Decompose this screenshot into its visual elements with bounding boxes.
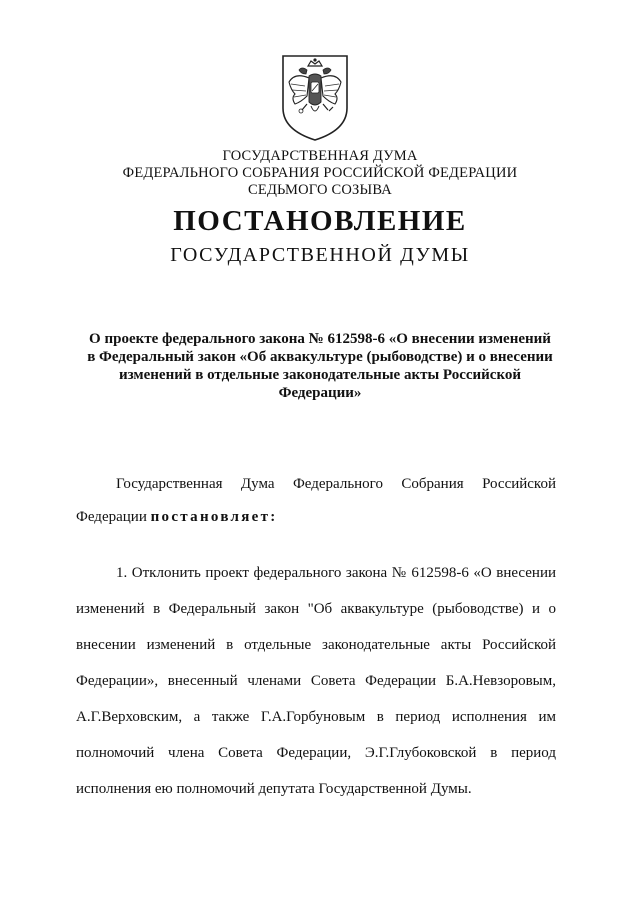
org-name-line-1: ГОСУДАРСТВЕННАЯ ДУМА <box>222 148 418 164</box>
subject-line: в Федеральный закон «Об аквакультуре (рыбоводстве) и о внесении <box>87 349 553 365</box>
item-line: А.Г.Верховским, а также Г.А.Горбуновым в период исполнения им <box>76 709 556 725</box>
subject-line: изменений в отдельные законодательные акты Российской <box>118 367 522 383</box>
document-issuer: ГОСУДАРСТВЕННОЙ ДУМЫ <box>170 244 470 266</box>
convocation-line: СЕДЬМОГО СОЗЫВА <box>248 182 392 198</box>
item-line: Федерации», внесенный членами Совета Федерации Б.А.Невзоровым, <box>76 673 556 689</box>
coat-of-arms-icon <box>277 52 353 142</box>
item-line: исполнения ею полномочий депутата Государственной Думы. <box>76 781 472 797</box>
preamble-line: Государственная Дума Федерального Собрания Российской <box>116 476 556 492</box>
item-line: полномочий члена Совета Федерации, Э.Г.Глубоковской в период <box>76 745 556 761</box>
resolution-verb: постановляет: <box>150 509 278 525</box>
document-subject <box>70 330 570 402</box>
preamble-prefix: Федерации <box>76 509 151 525</box>
org-name-line-2: ФЕДЕРАЛЬНОГО СОБРАНИЯ РОССИЙСКОЙ ФЕДЕРАЦИИ <box>122 165 518 181</box>
preamble-line <box>76 509 556 526</box>
item-line: внесении изменений в отдельные законодательные акты Российской <box>76 637 556 653</box>
document-type-title: ПОСТАНОВЛЕНИЕ <box>173 205 467 237</box>
subject-line: Федерации» <box>278 385 362 401</box>
item-line: 1. Отклонить проект федерального закона № 612598-6 «О внесении <box>116 565 556 581</box>
subject-line: О проекте федерального закона № 612598-6 «О внесении изменений <box>89 331 551 347</box>
item-line: изменений в Федеральный закон "Об аквакультуре (рыбоводстве) и о <box>76 601 556 617</box>
